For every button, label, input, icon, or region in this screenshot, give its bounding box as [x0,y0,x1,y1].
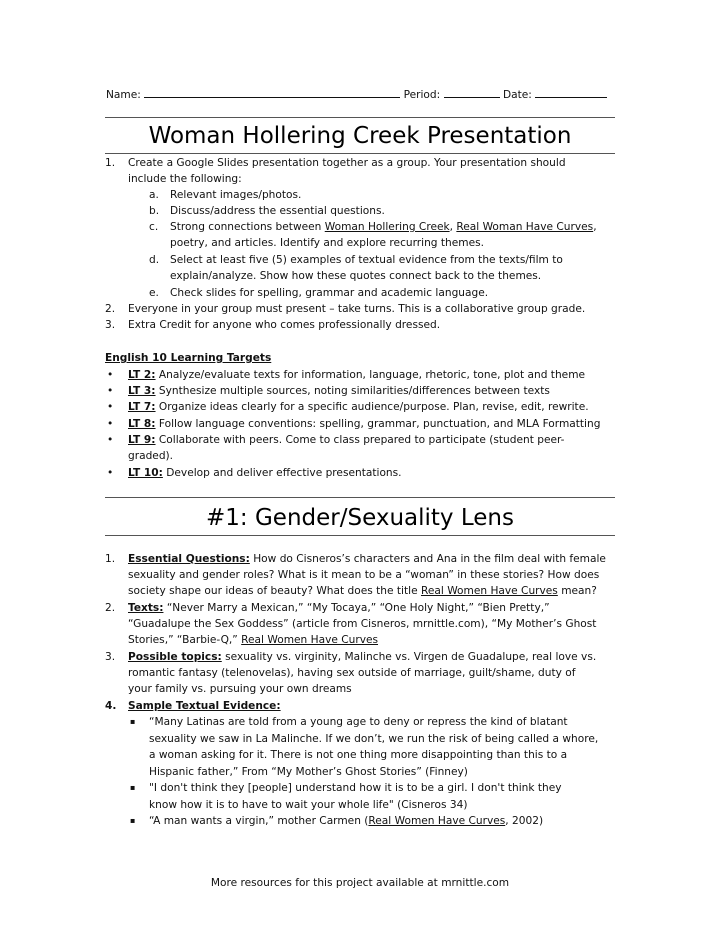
period-blank[interactable] [444,86,500,98]
sub-item-text: poetry, and articles. Identify and explore recurring themes. [170,237,484,249]
item-number: 4. [105,700,117,712]
sub-item-label: d. [149,254,160,266]
item-text: society shape our ideas of beauty? What does the title Real Women Have Curves mean? [128,585,597,597]
date-label: Date: [502,89,532,101]
name-label: Name: [106,89,141,101]
bullet-icon: • [107,401,114,413]
item-text: include the following: [128,173,242,185]
item-number: 3. [105,651,116,663]
bullet-icon: • [107,385,114,397]
sub-item-label: e. [149,287,159,299]
item-text: Create a Google Slides presentation together as a group. Your presentation should [128,157,566,169]
evidence-text: Hispanic father,” From “My Mother’s Ghost Stories” (Finney) [149,766,468,778]
item-text: Extra Credit for anyone who comes professionally dressed. [128,319,441,331]
item-text: sexuality and gender roles? What is it mean to be a “woman” in these stories? How does [128,569,600,581]
bullet-icon: • [107,467,114,479]
target-item-cont: graded). [128,450,174,462]
sub-item-label: a. [149,189,159,201]
item-number: 2. [105,602,116,614]
item-number: 1. [105,553,116,565]
target-item: LT 10: Develop and deliver effective presentations. [128,467,402,479]
sub-item-text: Discuss/address the essential questions. [170,205,385,217]
item-number: 1. [105,157,116,169]
evidence-text: "I don't think they [people] understand how it is to be a girl. I don't think they [149,782,562,794]
evidence-text: “Many Latinas are told from a young age to deny or repress the kind of blatant [149,716,568,728]
lens-top-rule [105,497,615,498]
sub-item-text: explain/analyze. Show how these quotes connect back to the themes. [170,270,542,282]
bullet-icon: • [107,418,114,430]
sub-item-text: Check slides for spelling, grammar and academic language. [170,287,489,299]
target-item: LT 3: Synthesize multiple sources, noting similarities/differences between texts [128,385,550,397]
bullet-icon: • [107,369,114,381]
lens-title-rule [105,535,615,536]
footer-note: More resources for this project available at mrnittle.com [210,877,510,889]
item-text: your family vs. pursuing your own dreams [128,683,352,695]
sub-item-label: c. [149,221,159,233]
possible-topics: Possible topics: sexuality vs. virginity, Malinche vs. Virgen de Guadalupe, real love vs. [128,651,597,663]
sub-item-text: Strong connections between Woman Hollering Creek, Real Woman Have Curves, [170,221,597,233]
bullet-icon: • [107,434,114,446]
target-item: LT 8: Follow language conventions: spelling, grammar, punctuation, and MLA Formatting [128,418,601,430]
period-label: Period: [403,89,441,101]
item-number: 2. [105,303,116,315]
square-bullet-icon: ▪ [130,717,136,726]
sub-item-text: Relevant images/photos. [170,189,302,201]
texts-list: Texts: “Never Marry a Mexican,” “My Tocaya,” “One Holy Night,” “Bien Pretty,” [128,602,550,614]
evidence-text: “A man wants a virgin,” mother Carmen (Real Women Have Curves, 2002) [149,815,544,827]
targets-heading: English 10 Learning Targets [105,352,272,364]
target-item: LT 2: Analyze/evaluate texts for information, language, rhetoric, tone, plot and theme [128,369,586,381]
name-blank[interactable] [144,86,400,98]
evidence-text: a woman asking for it. There is not one thing more disappointing than this to a [149,749,568,761]
square-bullet-icon: ▪ [130,816,136,825]
item-text: Stories,” “Barbie-Q,” Real Women Have Curves [128,634,379,646]
lens-title: #1: Gender/Sexuality Lens [206,505,514,531]
date-blank[interactable] [535,86,607,98]
sub-item-label: b. [149,205,160,217]
title-rule [105,153,615,154]
title-real-woman-have-curves: Real Woman Have Curves [456,221,594,233]
evidence-text: sexuality we saw in La Malinche. If we don’t, we run the risk of being called a whore, [149,733,599,745]
sub-item-text: Select at least five (5) examples of textual evidence from the texts/film to [170,254,563,266]
target-item: LT 7: Organize ideas clearly for a specific audience/purpose. Plan, revise, edit, rewrite. [128,401,589,413]
item-text: romantic fantasy (telenovelas), having sex outside of marriage, guilt/shame, duty of [128,667,576,679]
evidence-text: know how it is to have to wait your whole life" (Cisneros 34) [149,799,468,811]
title-woman-hollering-creek: Woman Hollering Creek [324,221,450,233]
top-rule [105,117,615,118]
header-line [106,86,607,103]
square-bullet-icon: ▪ [130,783,136,792]
target-item: LT 9: Collaborate with peers. Come to class prepared to participate (student peer- [128,434,565,446]
item-text: “Guadalupe the Sex Goddess” (article from Cisneros, mrnittle.com), “My Mother’s Ghost [128,618,597,630]
essential-questions: Essential Questions: How do Cisneros’s characters and Ana in the film deal with female [128,553,606,565]
item-number: 3. [105,319,116,331]
page-title: Woman Hollering Creek Presentation [148,123,572,149]
item-text: Everyone in your group must present – take turns. This is a collaborative group grade. [128,303,586,315]
sample-evidence-heading: Sample Textual Evidence: [128,700,281,712]
